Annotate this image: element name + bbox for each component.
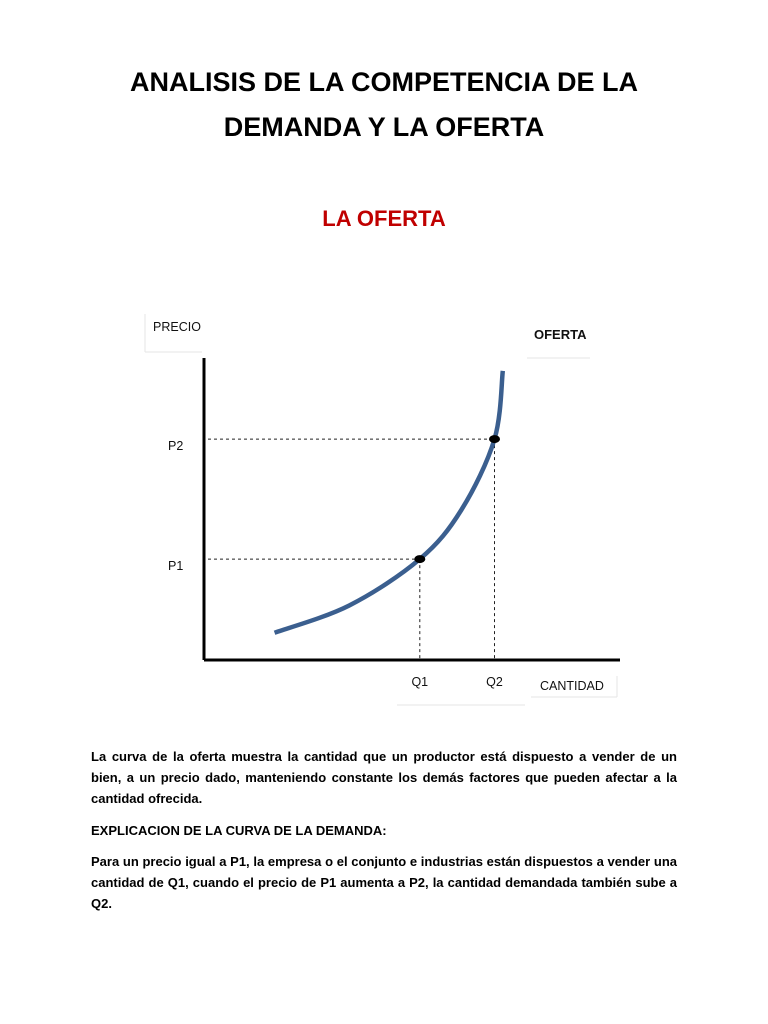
x-tick-label-q1: Q1 bbox=[411, 675, 429, 689]
series-label-oferta: OFERTA bbox=[534, 327, 587, 342]
point-q1-p1 bbox=[414, 555, 425, 563]
paragraph-explanation: Para un precio igual a P1, la empresa o el conjunto e industrias están dispuestos a vender una cantidad de Q1, cuando el precio de P1 aumenta a P2, la cantidad demandada también sube a Q2. bbox=[91, 854, 677, 911]
paragraph-heading: EXPLICACION DE LA CURVA DE LA DEMANDA: bbox=[91, 823, 387, 838]
supply-curve-line bbox=[275, 371, 503, 633]
section-title: LA OFERTA bbox=[322, 206, 446, 231]
y-tick-label-p1: P1 bbox=[168, 559, 184, 574]
y-axis-label: PRECIO bbox=[153, 320, 201, 334]
y-tick-label-p2: P2 bbox=[168, 439, 184, 454]
supply-chart bbox=[0, 300, 768, 720]
paragraph-definition: La curva de la oferta muestra la cantidad que un productor está dispuesto a vender de un bien, a un precio dado, manteniendo constante los demás factores que pueden afectar a la cantidad ofrecida. bbox=[91, 749, 677, 806]
point-q2-p2 bbox=[489, 435, 500, 443]
x-tick-label-q2: Q2 bbox=[486, 675, 503, 689]
supply-chart-svg bbox=[0, 300, 768, 720]
document-title: ANALISIS DE LA COMPETENCIA DE LA DEMANDA Y LA OFERTA bbox=[129, 67, 639, 142]
x-axis-label: CANTIDAD bbox=[540, 679, 604, 693]
